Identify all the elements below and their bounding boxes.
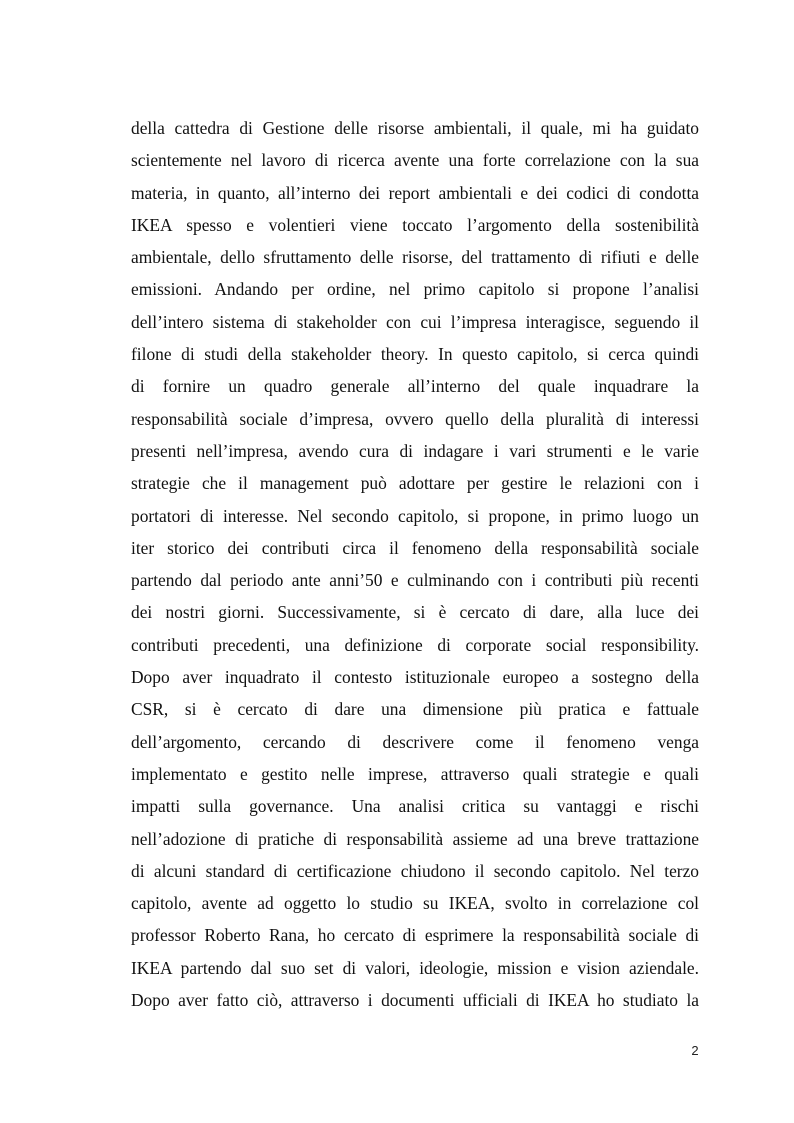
text-line: iter storico dei contributi circa il fenomeno della responsabilità sociale: [131, 537, 699, 558]
text-line: nell’adozione di pratiche di responsabilità assieme ad una breve trattazione: [131, 828, 699, 849]
text-line: partendo dal periodo ante anni’50 e culminando con i contributi più recenti: [131, 570, 699, 591]
text-line: responsabilità sociale d’impresa, ovvero quello della pluralità di interessi: [131, 408, 699, 429]
text-line: dell’intero sistema di stakeholder con cui l’impresa interagisce, seguendo il: [131, 311, 699, 332]
text-line: materia, in quanto, all’interno dei report ambientali e dei codici di condotta: [131, 182, 699, 203]
text-line: capitolo, avente ad oggetto lo studio su IKEA, svolto in correlazione col: [131, 893, 699, 914]
text-line: implementato e gestito nelle imprese, attraverso quali strategie e quali: [131, 763, 699, 784]
text-line: dei nostri giorni. Successivamente, si è cercato di dare, alla luce dei: [131, 602, 699, 623]
text-line: Dopo aver inquadrato il contesto istituzionale europeo a sostegno della: [131, 667, 699, 688]
text-line: professor Roberto Rana, ho cercato di esprimere la responsabilità sociale di: [131, 925, 699, 946]
text-line: portatori di interesse. Nel secondo capitolo, si propone, in primo luogo un: [131, 505, 699, 526]
text-line: presenti nell’impresa, avendo cura di indagare i vari strumenti e le varie: [131, 440, 699, 461]
text-line: CSR, si è cercato di dare una dimensione più pratica e fattuale: [131, 699, 699, 720]
text-line: IKEA spesso e volentieri viene toccato l’argomento della sostenibilità: [131, 214, 699, 235]
page-number: 2: [691, 1043, 699, 1058]
text-line: di alcuni standard di certificazione chiudono il secondo capitolo. Nel terzo: [131, 860, 699, 881]
body-text: [131, 112, 699, 1016]
text-line: Dopo aver fatto ciò, attraverso i documenti ufficiali di IKEA ho studiato la: [131, 990, 699, 1011]
text-line: strategie che il management può adottare per gestire le relazioni con i: [131, 473, 699, 494]
text-line: filone di studi della stakeholder theory. In questo capitolo, si cerca quindi: [131, 344, 699, 365]
text-line: della cattedra di Gestione delle risorse ambientali, il quale, mi ha guidato: [131, 118, 699, 138]
text-line: emissioni. Andando per ordine, nel primo capitolo si propone l’analisi: [131, 279, 699, 300]
text-line: di fornire un quadro generale all’interno del quale inquadrare la: [131, 376, 699, 397]
text-line: IKEA partendo dal suo set di valori, ideologie, mission e vision aziendale.: [131, 957, 699, 978]
text-line: impatti sulla governance. Una analisi critica su vantaggi e rischi: [131, 796, 699, 817]
text-line: contributi precedenti, una definizione di corporate social responsibility.: [131, 634, 699, 655]
text-line: ambientale, dello sfruttamento delle risorse, del trattamento di rifiuti e delle: [131, 247, 699, 268]
text-line: scientemente nel lavoro di ricerca avente una forte correlazione con la sua: [131, 150, 699, 171]
text-line: dell’argomento, cercando di descrivere come il fenomeno venga: [131, 731, 699, 752]
